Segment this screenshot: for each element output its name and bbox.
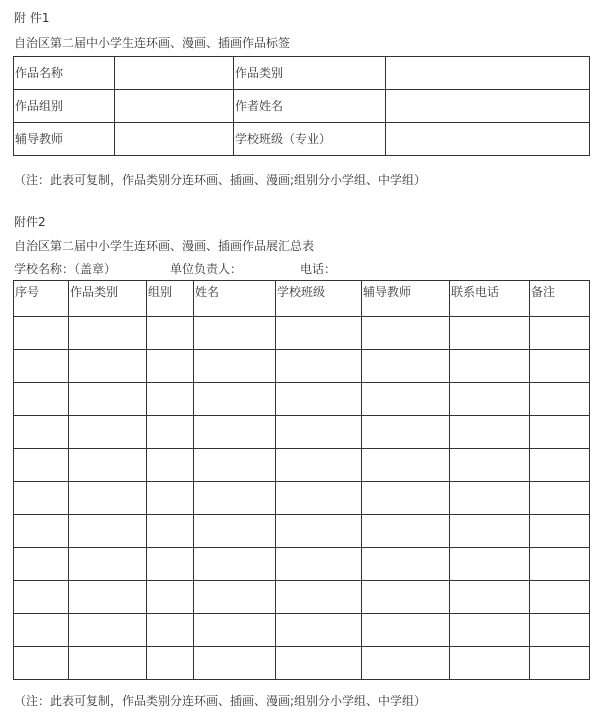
table-row bbox=[14, 350, 590, 383]
blank-cell bbox=[69, 350, 147, 383]
blank-cell bbox=[69, 515, 147, 548]
blank-cell bbox=[69, 548, 147, 581]
blank-cell bbox=[69, 383, 147, 416]
table-row bbox=[14, 515, 590, 548]
label-table bbox=[13, 56, 590, 156]
annex2-note: （注：此表可复制，作品类别分连环画、插画、漫画;组别分小学组、中学组） bbox=[14, 694, 427, 708]
blank-cell bbox=[147, 416, 194, 449]
blank-cell bbox=[14, 383, 69, 416]
table-row bbox=[14, 57, 590, 90]
blank-cell bbox=[14, 416, 69, 449]
blank-cell bbox=[14, 548, 69, 581]
blank-cell bbox=[276, 515, 362, 548]
blank-cell bbox=[276, 317, 362, 350]
blank-cell bbox=[530, 581, 590, 614]
column-header: 姓名 bbox=[194, 281, 276, 317]
blank-cell bbox=[147, 383, 194, 416]
blank-cell bbox=[147, 581, 194, 614]
blank-cell bbox=[194, 515, 276, 548]
label-cell: 作品名称 bbox=[14, 57, 115, 90]
blank-cell bbox=[276, 614, 362, 647]
school-name-field: 学校名称：（盖章） bbox=[14, 262, 117, 276]
blank-cell bbox=[276, 416, 362, 449]
column-header: 序号 bbox=[14, 281, 69, 317]
blank-cell bbox=[450, 515, 530, 548]
blank-cell bbox=[14, 482, 69, 515]
annex1-heading: 附 件1 bbox=[14, 11, 50, 25]
blank-cell bbox=[194, 647, 276, 680]
blank-cell bbox=[450, 350, 530, 383]
blank-cell bbox=[69, 614, 147, 647]
blank-cell bbox=[530, 548, 590, 581]
blank-cell bbox=[450, 317, 530, 350]
blank-cell bbox=[276, 350, 362, 383]
value-cell bbox=[386, 57, 590, 90]
blank-cell bbox=[530, 383, 590, 416]
blank-cell bbox=[530, 317, 590, 350]
blank-cell bbox=[530, 614, 590, 647]
blank-cell bbox=[194, 383, 276, 416]
blank-cell bbox=[362, 581, 450, 614]
blank-cell bbox=[450, 581, 530, 614]
blank-cell bbox=[14, 614, 69, 647]
label-cell: 学校班级（专业） bbox=[234, 123, 386, 156]
value-cell bbox=[386, 123, 590, 156]
blank-cell bbox=[194, 449, 276, 482]
blank-cell bbox=[194, 614, 276, 647]
blank-cell bbox=[276, 383, 362, 416]
blank-cell bbox=[450, 548, 530, 581]
blank-cell bbox=[362, 647, 450, 680]
annex2-title: 自治区第二届中小学生连环画、漫画、插画作品展汇总表 bbox=[14, 239, 315, 253]
leader-field: 单位负责人： bbox=[170, 262, 243, 276]
value-cell bbox=[115, 90, 234, 123]
annex2-meta bbox=[14, 261, 336, 277]
blank-cell bbox=[276, 647, 362, 680]
table-row bbox=[14, 614, 590, 647]
column-header: 学校班级 bbox=[276, 281, 362, 317]
blank-cell bbox=[530, 515, 590, 548]
table-row bbox=[14, 647, 590, 680]
blank-cell bbox=[147, 350, 194, 383]
blank-cell bbox=[276, 581, 362, 614]
blank-cell bbox=[194, 317, 276, 350]
column-header: 辅导教师 bbox=[362, 281, 450, 317]
table-row bbox=[14, 449, 590, 482]
blank-cell bbox=[147, 614, 194, 647]
table-row bbox=[14, 90, 590, 123]
blank-cell bbox=[362, 317, 450, 350]
label-cell: 作者姓名 bbox=[234, 90, 386, 123]
blank-cell bbox=[14, 350, 69, 383]
annex2-heading: 附件2 bbox=[14, 215, 46, 229]
label-cell: 作品组别 bbox=[14, 90, 115, 123]
blank-cell bbox=[450, 482, 530, 515]
blank-cell bbox=[362, 482, 450, 515]
blank-cell bbox=[69, 647, 147, 680]
blank-cell bbox=[530, 416, 590, 449]
value-cell bbox=[386, 90, 590, 123]
table-row bbox=[14, 548, 590, 581]
blank-cell bbox=[147, 482, 194, 515]
blank-cell bbox=[450, 416, 530, 449]
blank-cell bbox=[362, 383, 450, 416]
blank-cell bbox=[194, 416, 276, 449]
column-header: 组别 bbox=[147, 281, 194, 317]
blank-cell bbox=[530, 449, 590, 482]
blank-cell bbox=[14, 317, 69, 350]
label-cell: 作品类别 bbox=[234, 57, 386, 90]
table-row bbox=[14, 383, 590, 416]
blank-cell bbox=[194, 548, 276, 581]
blank-cell bbox=[530, 350, 590, 383]
annex1-note: （注：此表可复制，作品类别分连环画、插画、漫画;组别分小学组、中学组） bbox=[14, 173, 427, 187]
table-row bbox=[14, 123, 590, 156]
blank-cell bbox=[450, 383, 530, 416]
blank-cell bbox=[147, 548, 194, 581]
blank-cell bbox=[69, 581, 147, 614]
blank-cell bbox=[147, 515, 194, 548]
table-row bbox=[14, 416, 590, 449]
table-header-row bbox=[14, 281, 590, 317]
blank-cell bbox=[362, 548, 450, 581]
blank-cell bbox=[194, 581, 276, 614]
blank-cell bbox=[14, 647, 69, 680]
blank-cell bbox=[362, 515, 450, 548]
blank-cell bbox=[69, 449, 147, 482]
blank-cell bbox=[194, 482, 276, 515]
value-cell bbox=[115, 123, 234, 156]
blank-cell bbox=[69, 482, 147, 515]
blank-cell bbox=[69, 317, 147, 350]
blank-cell bbox=[276, 482, 362, 515]
blank-cell bbox=[147, 647, 194, 680]
table-row bbox=[14, 482, 590, 515]
table-row bbox=[14, 317, 590, 350]
blank-cell bbox=[147, 317, 194, 350]
blank-cell bbox=[194, 350, 276, 383]
blank-cell bbox=[450, 614, 530, 647]
column-header: 作品类别 bbox=[69, 281, 147, 317]
phone-field: 电话： bbox=[300, 262, 337, 276]
blank-cell bbox=[14, 515, 69, 548]
blank-cell bbox=[530, 647, 590, 680]
blank-cell bbox=[276, 548, 362, 581]
table-row bbox=[14, 581, 590, 614]
column-header: 备注 bbox=[530, 281, 590, 317]
label-cell: 辅导教师 bbox=[14, 123, 115, 156]
value-cell bbox=[115, 57, 234, 90]
blank-cell bbox=[362, 614, 450, 647]
blank-cell bbox=[362, 350, 450, 383]
blank-cell bbox=[362, 416, 450, 449]
blank-cell bbox=[276, 449, 362, 482]
blank-cell bbox=[530, 482, 590, 515]
column-header: 联系电话 bbox=[450, 281, 530, 317]
annex1-title: 自治区第二届中小学生连环画、漫画、插画作品标签 bbox=[14, 36, 291, 50]
blank-cell bbox=[362, 449, 450, 482]
blank-cell bbox=[450, 647, 530, 680]
blank-cell bbox=[14, 581, 69, 614]
blank-cell bbox=[450, 449, 530, 482]
summary-table bbox=[13, 280, 590, 680]
blank-cell bbox=[147, 449, 194, 482]
blank-cell bbox=[69, 416, 147, 449]
blank-cell bbox=[14, 449, 69, 482]
